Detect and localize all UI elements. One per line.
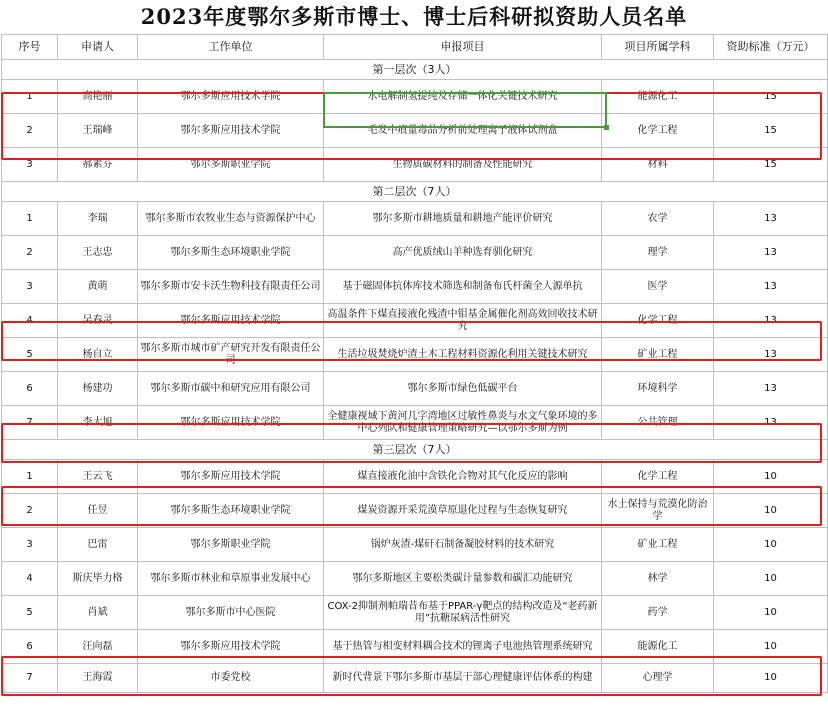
col-header-index[interactable]: 序号 [2,35,58,60]
cell-project[interactable]: 锅炉灰渣-煤矸石制备凝胶材料的技术研究 [324,528,602,562]
cell-employer[interactable]: 鄂尔多斯生态环境职业学院 [138,494,324,528]
cell-funding[interactable]: 13 [714,202,828,236]
cell-index[interactable]: 2 [2,494,58,528]
cell-discipline[interactable]: 心理学 [602,664,714,693]
cell-employer[interactable]: 鄂尔多斯应用技术学院 [138,630,324,664]
table-row [2,236,828,270]
cell-employer[interactable]: 鄂尔多斯市城市矿产研究开发有限责任公司 [138,338,324,372]
cell-applicant[interactable]: 王瑞峰 [58,114,138,148]
cell-discipline[interactable]: 矿业工程 [602,528,714,562]
section-label[interactable]: 第一层次（3人） [2,60,828,80]
table-row [2,202,828,236]
cell-applicant[interactable]: 杨建功 [58,372,138,406]
cell-funding[interactable]: 13 [714,338,828,372]
cell-index[interactable]: 3 [2,528,58,562]
cell-index[interactable]: 1 [2,202,58,236]
cell-funding[interactable]: 13 [714,270,828,304]
cell-project[interactable]: 基于磁固体抗体库技术筛选和制备布氏杆菌全人源单抗 [324,270,602,304]
cell-project[interactable]: 生活垃圾焚烧炉渣土木工程材料资源化利用关键技术研究 [324,338,602,372]
table-row [2,406,828,440]
cell-discipline[interactable]: 矿业工程 [602,338,714,372]
cell-project[interactable]: 鄂尔多斯地区主要松类碳计量参数和碳汇功能研究 [324,562,602,596]
cell-funding[interactable]: 10 [714,528,828,562]
cell-employer[interactable]: 鄂尔多斯应用技术学院 [138,80,324,114]
cell-employer[interactable]: 鄂尔多斯应用技术学院 [138,114,324,148]
cell-employer[interactable]: 鄂尔多斯市安卡沃生物科技有限责任公司 [138,270,324,304]
cell-index[interactable]: 5 [2,596,58,630]
cell-discipline[interactable]: 化学工程 [602,304,714,338]
cell-index[interactable]: 2 [2,114,58,148]
cell-applicant[interactable]: 杨自立 [58,338,138,372]
cell-discipline[interactable]: 能源化工 [602,630,714,664]
cell-applicant[interactable]: 郝素芬 [58,148,138,182]
cell-employer[interactable]: 鄂尔多斯应用技术学院 [138,406,324,440]
cell-applicant[interactable]: 任昱 [58,494,138,528]
cell-discipline[interactable]: 医学 [602,270,714,304]
cell-applicant[interactable]: 巴雷 [58,528,138,562]
cell-employer[interactable]: 鄂尔多斯应用技术学院 [138,460,324,494]
cell-project[interactable]: 鄂尔多斯市绿色低碳平台 [324,372,602,406]
cell-funding[interactable]: 15 [714,80,828,114]
cell-funding[interactable]: 10 [714,562,828,596]
cell-project[interactable]: 全健康视域下黄河几字湾地区过敏性鼻炎与水文气象环境的多中心列队和健康管理策略研究—以鄂尔多斯为例 [324,406,602,440]
section-header-row [2,60,828,80]
cell-project[interactable]: 生物质碳材料的制备及性能研究 [324,148,602,182]
cell-employer[interactable]: 鄂尔多斯应用技术学院 [138,304,324,338]
cell-discipline[interactable]: 能源化工 [602,80,714,114]
cell-discipline[interactable]: 材料 [602,148,714,182]
cell-discipline[interactable]: 化学工程 [602,460,714,494]
cell-index[interactable]: 7 [2,406,58,440]
cell-discipline[interactable]: 理学 [602,236,714,270]
table-row [2,562,828,596]
cell-index[interactable]: 3 [2,148,58,182]
cell-employer[interactable]: 鄂尔多斯市碳中和研究应用有限公司 [138,372,324,406]
document-title: 2023年度鄂尔多斯市博士、博士后科研拟资助人员名单 [140,4,688,29]
table-row [2,304,828,338]
table-row [2,270,828,304]
cell-funding[interactable]: 13 [714,304,828,338]
table-row [2,460,828,494]
cell-discipline[interactable]: 环境科学 [602,372,714,406]
cell-index[interactable]: 4 [2,304,58,338]
cell-funding[interactable]: 10 [714,494,828,528]
cell-index[interactable]: 7 [2,664,58,693]
cell-applicant[interactable]: 王云飞 [58,460,138,494]
cell-project[interactable]: 鄂尔多斯市耕地质量和耕地产能评价研究 [324,202,602,236]
cell-project[interactable]: 水电解制氢提纯及存储一体化关键技术研究 [324,80,602,114]
cell-discipline[interactable]: 公共管理 [602,406,714,440]
cell-funding[interactable]: 10 [714,460,828,494]
table-row [2,664,828,693]
cell-discipline[interactable]: 林学 [602,562,714,596]
cell-applicant[interactable]: 李大旭 [58,406,138,440]
section-label[interactable]: 第三层次（7人） [2,440,828,460]
cell-discipline[interactable]: 药学 [602,596,714,630]
cell-funding[interactable]: 10 [714,630,828,664]
cell-employer[interactable]: 鄂尔多斯市中心医院 [138,596,324,630]
table-row [2,528,828,562]
table-row [2,80,828,114]
section-label[interactable]: 第二层次（7人） [2,182,828,202]
cell-project[interactable]: 煤炭资源开采荒漠草原退化过程与生态恢复研究 [324,494,602,528]
col-header-funding[interactable]: 资助标准（万元） [714,35,828,60]
cell-discipline[interactable]: 水土保持与荒漠化防治学 [602,494,714,528]
cell-funding[interactable]: 13 [714,236,828,270]
table-row [2,338,828,372]
section-header-row [2,182,828,202]
cell-index[interactable]: 2 [2,236,58,270]
cell-funding[interactable]: 10 [714,596,828,630]
col-header-discipline[interactable]: 项目所属学科 [602,35,714,60]
col-header-project[interactable]: 申报项目 [324,35,602,60]
cell-index[interactable]: 1 [2,460,58,494]
cell-index[interactable]: 4 [2,562,58,596]
cell-applicant[interactable]: 吴春灵 [58,304,138,338]
col-header-employer[interactable]: 工作单位 [138,35,324,60]
table-row [2,372,828,406]
cell-project[interactable]: 高产优质绒山羊种选育驯化研究 [324,236,602,270]
cell-project[interactable]: 高温条件下煤直接液化残渣中钼基金属催化剂高效回收技术研究 [324,304,602,338]
cell-funding[interactable]: 13 [714,406,828,440]
cell-index[interactable]: 6 [2,630,58,664]
table-row [2,494,828,528]
cell-applicant[interactable]: 王志忠 [58,236,138,270]
cell-employer[interactable]: 鄂尔多斯职业学院 [138,148,324,182]
cell-employer[interactable]: 鄂尔多斯市农牧业生态与资源保护中心 [138,202,324,236]
cell-applicant[interactable]: 王海霞 [58,664,138,693]
cell-applicant[interactable]: 斯庆毕力格 [58,562,138,596]
cell-index[interactable]: 1 [2,80,58,114]
col-header-applicant[interactable]: 申请人 [58,35,138,60]
cell-employer[interactable]: 鄂尔多斯市林业和草原事业发展中心 [138,562,324,596]
table-row [2,148,828,182]
cell-discipline[interactable]: 化学工程 [602,114,714,148]
table-row [2,630,828,664]
cell-applicant[interactable]: 黄萌 [58,270,138,304]
funding-table [1,34,828,693]
cell-project[interactable]: COX-2抑制剂帕瑞昔布基于PPAR-γ靶点的结构改造及“老药新用”抗糖尿病活性研究 [324,596,602,630]
cell-employer[interactable]: 鄂尔多斯职业学院 [138,528,324,562]
cell-funding[interactable]: 10 [714,664,828,693]
section-header-row [2,440,828,460]
header-row [2,35,828,60]
cell-employer[interactable]: 鄂尔多斯生态环境职业学院 [138,236,324,270]
cell-project[interactable]: 毛发中痕量毒品分析前处理离子液体试剂盒 [324,114,602,148]
cell-index[interactable]: 5 [2,338,58,372]
table-row [2,114,828,148]
cell-applicant[interactable]: 高艳丽 [58,80,138,114]
cell-project[interactable]: 煤直接液化油中含铁化合物对其气化反应的影响 [324,460,602,494]
cell-index[interactable]: 6 [2,372,58,406]
table-row [2,596,828,630]
cell-applicant[interactable]: 肖斌 [58,596,138,630]
cell-applicant[interactable]: 李瑞 [58,202,138,236]
cell-funding[interactable]: 15 [714,114,828,148]
cell-applicant[interactable]: 汪向磊 [58,630,138,664]
cell-discipline[interactable]: 农学 [602,202,714,236]
cell-project[interactable]: 基于热管与相变材料耦合技术的锂离子电池热管理系统研究 [324,630,602,664]
cell-funding[interactable]: 13 [714,372,828,406]
cell-index[interactable]: 3 [2,270,58,304]
cell-funding[interactable]: 15 [714,148,828,182]
cell-project[interactable]: 新时代背景下鄂尔多斯市基层干部心理健康评估体系的构建 [324,664,602,693]
cell-employer[interactable]: 市委党校 [138,664,324,693]
